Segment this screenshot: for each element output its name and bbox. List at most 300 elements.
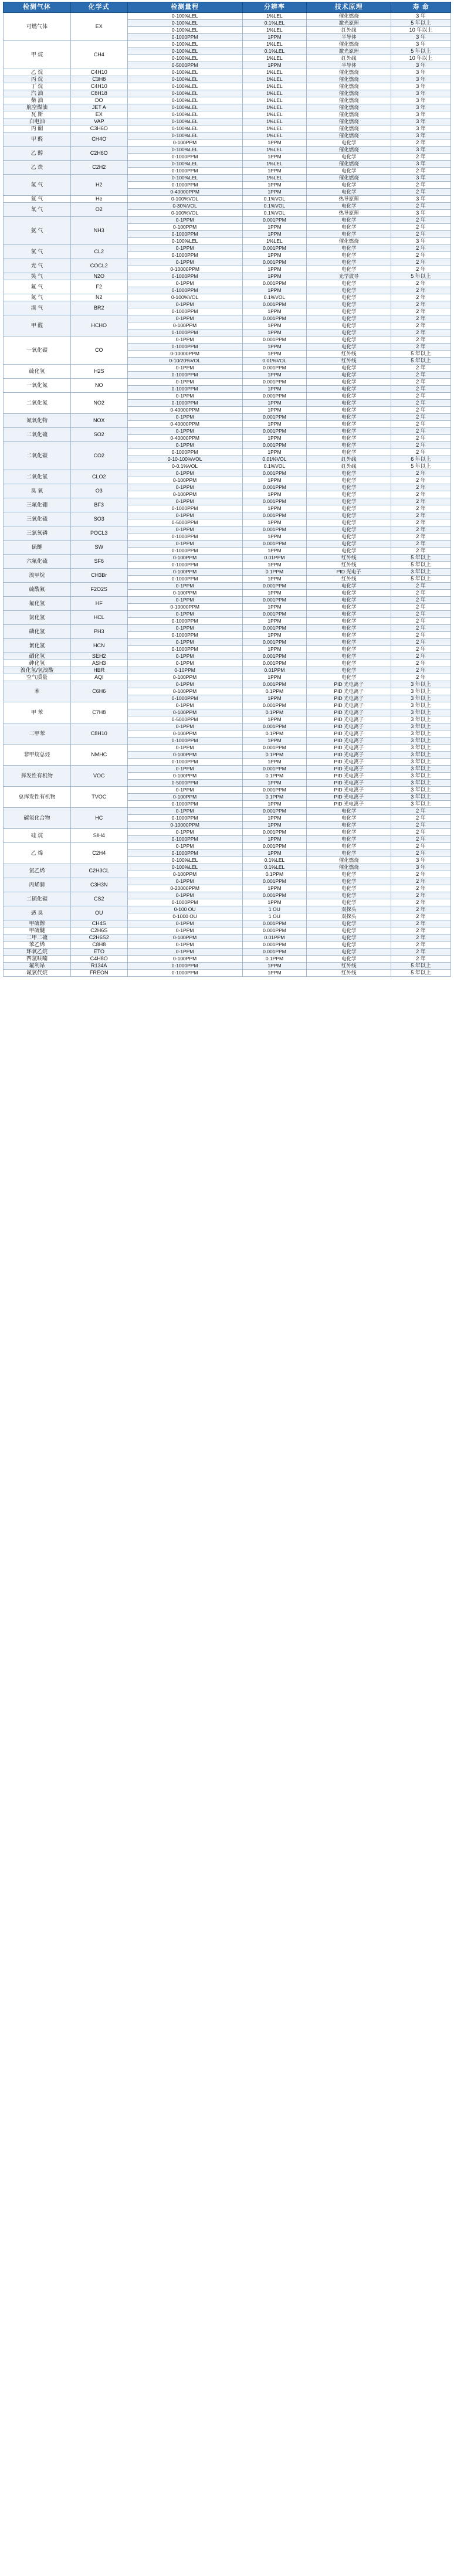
cell-gas-name: 三氯氧磷 [4, 526, 71, 541]
cell-technology: 红外线 [307, 463, 391, 470]
cell-resolution: 0.001PPM [242, 541, 307, 548]
cell-resolution: 0.001PPM [242, 315, 307, 322]
cell-technology: 电化学 [307, 639, 391, 646]
cell-resolution: 0.001PPM [242, 639, 307, 646]
table-row [4, 83, 451, 90]
cell-resolution: 0.001PPM [242, 365, 307, 372]
cell-range: 0-1PPM [127, 611, 242, 618]
cell-gas-name: 硅 烷 [4, 829, 71, 843]
cell-resolution: 1PPM [242, 421, 307, 428]
table-row [4, 653, 451, 660]
col-header-life: 寿 命 [391, 2, 451, 13]
cell-resolution: 0.001PPM [242, 512, 307, 519]
cell-life: 3 年 [391, 132, 451, 140]
cell-life: 2 年 [391, 843, 451, 850]
cell-technology: PID 光电离子 [307, 730, 391, 738]
cell-range: 0-10PPM [127, 667, 242, 674]
cell-range: 0-40000PPM [127, 189, 242, 196]
cell-technology: 电化学 [307, 315, 391, 322]
cell-life: 3 年以上 [391, 780, 451, 787]
cell-life: 3 年 [391, 41, 451, 48]
table-row [4, 125, 451, 132]
cell-range: 0-100%VOL [127, 210, 242, 217]
cell-range: 0-100%LEL [127, 118, 242, 125]
cell-technology: 电化学 [307, 843, 391, 850]
cell-range: 0-5000PPM [127, 780, 242, 787]
cell-gas-name: 乙 烯 [4, 843, 71, 864]
cell-technology: 电化学 [307, 674, 391, 681]
table-row [4, 702, 451, 709]
cell-resolution: 0.001PPM [242, 892, 307, 899]
cell-technology: 催化燃烧 [307, 90, 391, 97]
table-row [4, 667, 451, 674]
cell-life: 2 年 [391, 512, 451, 519]
cell-life: 2 年 [391, 625, 451, 632]
cell-technology: 红外线 [307, 27, 391, 34]
cell-gas-name: 硫化氢 [4, 365, 71, 379]
cell-resolution: 0.001PPM [242, 625, 307, 632]
cell-formula: NMHC [70, 745, 127, 766]
cell-range: 0-1000PPM [127, 548, 242, 555]
cell-technology: 电化学 [307, 618, 391, 625]
cell-formula: HCHO [70, 315, 127, 337]
cell-range: 0-1PPM [127, 414, 242, 421]
table-row [4, 393, 451, 400]
cell-life: 3 年以上 [391, 787, 451, 794]
cell-formula: OU [70, 906, 127, 920]
table-row [4, 843, 451, 850]
table-row [4, 301, 451, 308]
cell-technology: 红外线 [307, 55, 391, 62]
cell-resolution: 0.001PPM [242, 878, 307, 885]
cell-range: 0-1PPM [127, 498, 242, 505]
cell-resolution: 0.1PPM [242, 752, 307, 759]
cell-technology: 电化学 [307, 646, 391, 653]
cell-life: 2 年 [391, 583, 451, 590]
cell-life: 2 年 [391, 442, 451, 449]
cell-technology: 电化学 [307, 892, 391, 899]
cell-life: 2 年 [391, 203, 451, 210]
cell-life: 2 年 [391, 266, 451, 273]
cell-life: 2 年 [391, 927, 451, 934]
cell-life: 2 年 [391, 653, 451, 660]
cell-technology: 电化学 [307, 168, 391, 175]
table-row [4, 442, 451, 449]
cell-range: 0-40000PPM [127, 421, 242, 428]
cell-technology: PID 光电离子 [307, 716, 391, 723]
cell-gas-name: 氮 气 [4, 294, 71, 301]
cell-range: 0-100%LEL [127, 27, 242, 34]
cell-resolution: 1%LEL [242, 13, 307, 20]
cell-resolution: 0.01%VOL [242, 358, 307, 365]
cell-life: 5 年以上 [391, 358, 451, 365]
cell-technology: 电化学 [307, 154, 391, 161]
cell-formula: R134A [70, 963, 127, 970]
cell-formula: C8H10 [70, 723, 127, 745]
cell-gas-name: 甲 醛 [4, 315, 71, 337]
cell-technology: PID 光电离子 [307, 752, 391, 759]
cell-technology: PID 光电离子 [307, 801, 391, 808]
cell-technology: 电化学 [307, 259, 391, 266]
cell-formula: CLO2 [70, 470, 127, 484]
cell-range: 0-1000PPM [127, 505, 242, 512]
cell-technology: 红外线 [307, 970, 391, 977]
gas-detection-spec-sheet [0, 2, 454, 977]
cell-technology: 电化学 [307, 667, 391, 674]
cell-resolution: 1PPM [242, 400, 307, 407]
cell-resolution: 1%LEL [242, 118, 307, 125]
cell-technology: 电化学 [307, 287, 391, 294]
table-row [4, 217, 451, 224]
cell-formula: COCL2 [70, 259, 127, 273]
cell-resolution: 0.01PPM [242, 555, 307, 562]
cell-resolution: 0.001PPM [242, 301, 307, 308]
cell-resolution: 0.001PPM [242, 653, 307, 660]
cell-range: 0-1PPM [127, 653, 242, 660]
cell-range: 0-1000PPM [127, 970, 242, 977]
cell-resolution: 0.01PPM [242, 667, 307, 674]
cell-gas-name: 非甲烷总烃 [4, 745, 71, 766]
cell-range: 0-1PPM [127, 639, 242, 646]
cell-range: 0-1PPM [127, 245, 242, 252]
cell-technology: 红外线 [307, 555, 391, 562]
cell-formula: EX [70, 13, 127, 41]
table-row [4, 259, 451, 266]
cell-range: 0-5000PPM [127, 519, 242, 526]
cell-technology: 催化燃烧 [307, 118, 391, 125]
cell-range: 0-1000PPM [127, 738, 242, 745]
cell-resolution: 0.1PPM [242, 730, 307, 738]
cell-life: 3 年 [391, 76, 451, 83]
cell-range: 0-1000 OU [127, 913, 242, 920]
cell-formula: C2H6O [70, 147, 127, 161]
cell-formula: C6H6 [70, 681, 127, 702]
cell-life: 5 年以上 [391, 963, 451, 970]
cell-resolution: 1%LEL [242, 132, 307, 140]
cell-gas-name: 一氧化氮 [4, 379, 71, 393]
cell-technology: 电化学 [307, 604, 391, 611]
cell-resolution: 1PPM [242, 738, 307, 745]
cell-technology: PID 光电离子 [307, 745, 391, 752]
cell-life: 2 年 [391, 604, 451, 611]
cell-technology: 电化学 [307, 400, 391, 407]
table-row [4, 787, 451, 794]
cell-range: 0-1PPM [127, 365, 242, 372]
cell-life: 2 年 [391, 280, 451, 287]
cell-formula: C8H18 [70, 90, 127, 97]
cell-life: 3 年 [391, 111, 451, 118]
cell-range: 0-1000PPM [127, 34, 242, 41]
cell-technology: 热导原理 [307, 210, 391, 217]
table-row [4, 147, 451, 154]
cell-formula: C3H6O [70, 125, 127, 132]
cell-technology: 电化学 [307, 477, 391, 484]
cell-technology: 催化燃烧 [307, 125, 391, 132]
cell-range: 0-1PPM [127, 379, 242, 386]
cell-resolution: 0.1%LEL [242, 20, 307, 27]
cell-resolution: 1PPM [242, 154, 307, 161]
col-header-technology: 技术原理 [307, 2, 391, 13]
cell-gas-name: 三氟化硼 [4, 498, 71, 512]
cell-resolution: 1PPM [242, 548, 307, 555]
cell-life: 2 年 [391, 252, 451, 259]
cell-technology: 电化学 [307, 252, 391, 259]
cell-range: 0-100%LEL [127, 90, 242, 97]
cell-formula: SEH2 [70, 653, 127, 660]
cell-resolution: 1%LEL [242, 104, 307, 111]
cell-life: 2 年 [391, 372, 451, 379]
cell-resolution: 1PPM [242, 590, 307, 597]
cell-range: 0-1PPM [127, 625, 242, 632]
cell-life: 2 年 [391, 850, 451, 857]
cell-technology: 电化学 [307, 653, 391, 660]
cell-technology: 电化学 [307, 927, 391, 934]
cell-life: 2 年 [391, 541, 451, 548]
cell-resolution: 0.001PPM [242, 942, 307, 949]
cell-technology: 电化学 [307, 484, 391, 491]
cell-life: 2 年 [391, 322, 451, 329]
cell-resolution: 1%LEL [242, 69, 307, 76]
cell-range: 0-100%LEL [127, 83, 242, 90]
cell-range: 0-1000PPM [127, 618, 242, 625]
table-row [4, 280, 451, 287]
col-header-formula: 化学式 [70, 2, 127, 13]
cell-resolution: 1PPM [242, 850, 307, 857]
cell-resolution: 0.01PPM [242, 934, 307, 942]
cell-resolution: 0.1PPM [242, 794, 307, 801]
cell-range: 0-1PPM [127, 702, 242, 709]
cell-formula: SF6 [70, 555, 127, 569]
cell-range: 0-1PPM [127, 337, 242, 344]
cell-formula: HCN [70, 639, 127, 653]
cell-life: 2 年 [391, 315, 451, 322]
cell-formula: CS2 [70, 892, 127, 906]
cell-life: 2 年 [391, 308, 451, 315]
cell-technology: 电化学 [307, 308, 391, 315]
cell-formula: NO2 [70, 393, 127, 414]
cell-gas-name: 二氧化氯 [4, 470, 71, 484]
cell-range: 0-1PPM [127, 892, 242, 899]
cell-life: 2 年 [391, 393, 451, 400]
cell-range: 0-1000PPM [127, 562, 242, 569]
cell-range: 0-100%LEL [127, 864, 242, 871]
cell-life: 2 年 [391, 871, 451, 878]
cell-gas-name: 硫酰氟 [4, 583, 71, 597]
cell-range: 0-100%LEL [127, 48, 242, 55]
cell-gas-name: 硫醚 [4, 541, 71, 555]
cell-life: 2 年 [391, 301, 451, 308]
cell-resolution: 0.1%VOL [242, 203, 307, 210]
cell-formula: NOX [70, 414, 127, 428]
cell-resolution: 0.1%LEL [242, 857, 307, 864]
table-row [4, 681, 451, 688]
cell-formula: C3H3N [70, 878, 127, 892]
cell-life: 3 年以上 [391, 745, 451, 752]
cell-range: 0-1000PPM [127, 449, 242, 456]
cell-gas-name: 总挥发性有机物 [4, 787, 71, 808]
cell-gas-name: 三氧化硫 [4, 512, 71, 526]
cell-range: 0-1PPM [127, 315, 242, 322]
cell-range: 0-100%LEL [127, 161, 242, 168]
cell-life: 3 年 [391, 69, 451, 76]
cell-gas-name: 四氢呋喃 [4, 956, 71, 963]
cell-gas-name: 氰化氢 [4, 639, 71, 653]
cell-technology: 电化学 [307, 329, 391, 337]
cell-formula: NH3 [70, 217, 127, 245]
cell-life: 10 年以上 [391, 27, 451, 34]
cell-technology: 电化学 [307, 140, 391, 147]
table-body [4, 13, 451, 977]
cell-life: 3 年以上 [391, 752, 451, 759]
table-row [4, 484, 451, 491]
cell-technology: 电化学 [307, 470, 391, 477]
table-row [4, 583, 451, 590]
table-row [4, 294, 451, 301]
cell-resolution: 0.001PPM [242, 611, 307, 618]
cell-range: 0-1PPM [127, 597, 242, 604]
cell-life: 2 年 [391, 822, 451, 829]
cell-life: 2 年 [391, 632, 451, 639]
cell-resolution: 0.001PPM [242, 470, 307, 477]
cell-technology: 电化学 [307, 871, 391, 878]
cell-resolution: 0.001PPM [242, 927, 307, 934]
cell-resolution: 1PPM [242, 329, 307, 337]
cell-formula: F2O2S [70, 583, 127, 597]
cell-life: 5 年以上 [391, 48, 451, 55]
cell-range: 0-100PPM [127, 773, 242, 780]
table-row [4, 745, 451, 752]
cell-life: 2 年 [391, 154, 451, 161]
cell-range: 0-100%LEL [127, 76, 242, 83]
cell-range: 0-1000PPM [127, 168, 242, 175]
cell-range: 0-1000PPM [127, 308, 242, 315]
cell-gas-name: 氯化氢 [4, 611, 71, 625]
cell-range: 0-1000PPM [127, 850, 242, 857]
cell-life: 2 年 [391, 878, 451, 885]
cell-resolution: 1%LEL [242, 147, 307, 154]
cell-resolution: 1PPM [242, 435, 307, 442]
cell-resolution: 1PPM [242, 491, 307, 498]
cell-technology: 催化燃烧 [307, 97, 391, 104]
cell-gas-name: 笑 气 [4, 273, 71, 280]
cell-range: 0-100PPM [127, 709, 242, 716]
cell-formula: HBR [70, 667, 127, 674]
cell-gas-name: 环氧乙烷 [4, 949, 71, 956]
cell-range: 0-1PPM [127, 301, 242, 308]
cell-formula: HCL [70, 611, 127, 625]
cell-resolution: 1PPM [242, 351, 307, 358]
table-row [4, 569, 451, 576]
cell-life: 2 年 [391, 892, 451, 899]
cell-life: 2 年 [391, 639, 451, 646]
cell-technology: 催化燃烧 [307, 132, 391, 140]
cell-resolution: 0.001PPM [242, 428, 307, 435]
cell-life: 3 年以上 [391, 681, 451, 688]
cell-range: 0-100PPM [127, 590, 242, 597]
cell-resolution: 1%LEL [242, 41, 307, 48]
cell-technology: PID 光电离子 [307, 787, 391, 794]
cell-range: 0-100%LEL [127, 125, 242, 132]
cell-life: 2 年 [391, 414, 451, 421]
cell-resolution: 0.1PPM [242, 773, 307, 780]
cell-technology: 催化燃烧 [307, 864, 391, 871]
cell-range: 0-10000PPM [127, 822, 242, 829]
table-row [4, 315, 451, 322]
table-row [4, 245, 451, 252]
cell-technology: 光学波导 [307, 273, 391, 280]
cell-resolution: 1PPM [242, 618, 307, 625]
cell-technology: 催化燃烧 [307, 104, 391, 111]
cell-technology: 电化学 [307, 899, 391, 906]
cell-resolution: 1PPM [242, 822, 307, 829]
cell-life: 2 年 [391, 505, 451, 512]
cell-range: 0-100%LEL [127, 175, 242, 182]
cell-gas-name: 甲 烷 [4, 41, 71, 69]
cell-range: 0-1PPM [127, 787, 242, 794]
cell-technology: 电化学 [307, 885, 391, 892]
cell-life: 2 年 [391, 590, 451, 597]
table-row [4, 723, 451, 730]
cell-range: 0-100PPM [127, 224, 242, 231]
cell-resolution: 1PPM [242, 273, 307, 280]
cell-technology: PID 光电离子 [307, 794, 391, 801]
cell-range: 0-100%LEL [127, 111, 242, 118]
cell-resolution: 1%LEL [242, 55, 307, 62]
cell-resolution: 1PPM [242, 716, 307, 723]
cell-formula: CH4 [70, 41, 127, 69]
cell-resolution: 0.001PPM [242, 949, 307, 956]
cell-formula: N2O [70, 273, 127, 280]
cell-range: 0-1PPM [127, 808, 242, 815]
cell-formula: C2H3CL [70, 864, 127, 878]
cell-resolution: 0.001PPM [242, 280, 307, 287]
cell-technology: 电化学 [307, 632, 391, 639]
cell-formula: ETO [70, 949, 127, 956]
cell-technology: 电化学 [307, 829, 391, 836]
cell-range: 0-1PPM [127, 583, 242, 590]
cell-technology: 双探头 [307, 913, 391, 920]
cell-range: 0-100PPM [127, 555, 242, 562]
cell-resolution: 0.001PPM [242, 217, 307, 224]
cell-technology: 电化学 [307, 611, 391, 618]
cell-formula: C2H6S [70, 927, 127, 934]
cell-life: 5 年以上 [391, 351, 451, 358]
cell-life: 2 年 [391, 660, 451, 667]
cell-life: 3 年以上 [391, 695, 451, 702]
table-row [4, 625, 451, 632]
cell-resolution: 0.1PPM [242, 688, 307, 695]
cell-technology: 催化燃烧 [307, 147, 391, 154]
cell-technology: 电化学 [307, 590, 391, 597]
cell-technology: 红外线 [307, 358, 391, 365]
cell-range: 0-20000PPM [127, 885, 242, 892]
cell-technology: 电化学 [307, 956, 391, 963]
cell-life: 2 年 [391, 526, 451, 533]
cell-range: 0-1PPM [127, 660, 242, 667]
cell-resolution: 0.001PPM [242, 920, 307, 927]
cell-resolution: 0.001PPM [242, 660, 307, 667]
cell-resolution: 1PPM [242, 386, 307, 393]
cell-technology: 电化学 [307, 949, 391, 956]
cell-technology: 红外线 [307, 351, 391, 358]
cell-life: 2 年 [391, 435, 451, 442]
cell-range: 0-1000PPM [127, 386, 242, 393]
cell-range: 0-100PPM [127, 794, 242, 801]
cell-resolution: 1PPM [242, 344, 307, 351]
cell-resolution: 0.001PPM [242, 723, 307, 730]
cell-life: 2 年 [391, 597, 451, 604]
cell-range: 0-1000PPM [127, 963, 242, 970]
